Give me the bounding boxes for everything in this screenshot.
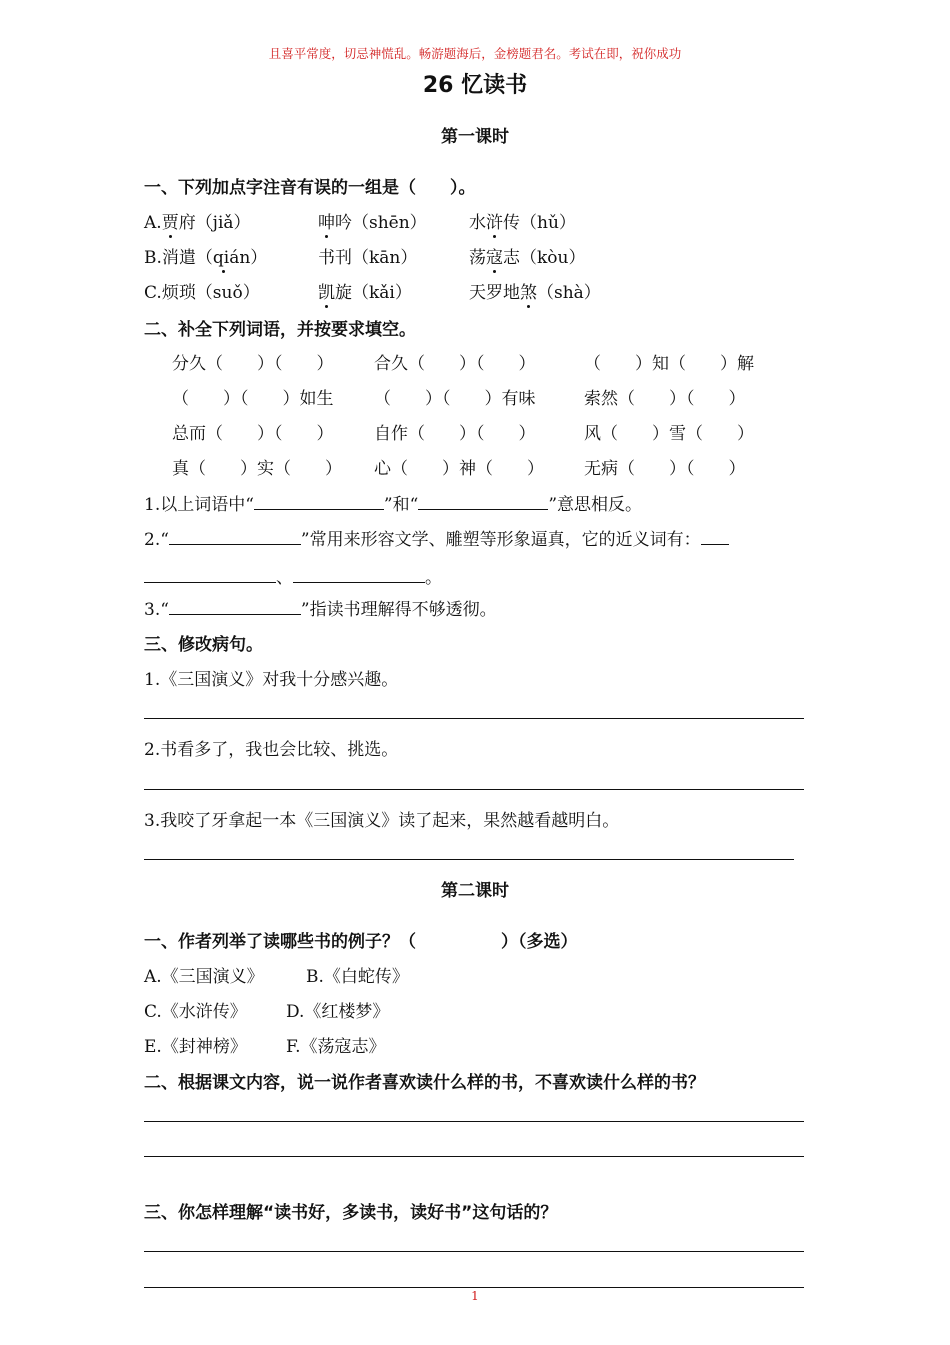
idiom-blank: 总而（ ）（ ） — [172, 424, 334, 444]
answer-blank[interactable] — [169, 598, 301, 615]
answer-line[interactable] — [144, 1121, 804, 1122]
l1-q2-sub2-cont: 、 。 — [144, 563, 442, 588]
book-option: D.《红楼梦》 — [286, 1002, 390, 1022]
idiom-blank: 合久（ ）（ ） — [374, 354, 536, 374]
l2-q2-title: 二、根据课文内容，说一说作者喜欢读什么样的书，不喜欢读什么样的书？ — [144, 1073, 705, 1093]
l1-q2-sub2: 2.“ ”常用来形容文学、雕塑等形象逼真，它的近义词有： — [144, 525, 729, 550]
answer-line[interactable] — [144, 1251, 804, 1252]
idiom-blank: 风（ ）雪（ ） — [584, 424, 754, 444]
idiom-blank: 索然（ ）（ ） — [584, 389, 746, 409]
l1-q2-sub1: 1.以上词语中“ ”和“ ”意思相反。 — [144, 495, 643, 515]
l1-q2-sub3: 3.“ ”指读书理解得不够透彻。 — [144, 600, 497, 620]
lesson1-heading: 第一课时 — [441, 127, 509, 147]
l1-q1-option: 荡寇志（kòu） — [469, 243, 586, 268]
book-option: E.《封神榜》 — [144, 1037, 247, 1057]
l1-q1-option: C.烦琐（suǒ） — [144, 283, 260, 303]
answer-line[interactable] — [144, 859, 794, 860]
answer-line[interactable] — [144, 718, 804, 719]
l2-q3-title: 三、你怎样理解“读书好，多读书，读好书”这句话的？ — [144, 1203, 558, 1223]
lesson2-heading: 第二课时 — [441, 881, 509, 901]
book-option: F.《荡寇志》 — [286, 1037, 386, 1057]
page-number: 1 — [471, 1289, 479, 1303]
l1-q1-option: 水浒传（hǔ） — [469, 208, 576, 233]
l1-q1-option: 凯旋（kǎi） — [318, 278, 412, 303]
l1-q1-option: B.消遣（qián） — [144, 243, 267, 268]
sentence-item: 1.《三国演义》对我十分感兴趣。 — [144, 670, 399, 690]
answer-line[interactable] — [144, 1156, 804, 1157]
idiom-blank: （ ）（ ）如生 — [172, 389, 334, 409]
l1-q1-option: 天罗地煞（shà） — [469, 278, 601, 303]
answer-blank[interactable] — [144, 566, 276, 583]
l1-q1-option: 呻吟（shēn） — [318, 208, 427, 233]
l1-q2-title: 二、补全下列词语，并按要求填空。 — [144, 320, 416, 340]
sentence-item: 2.书看多了，我也会比较、挑选。 — [144, 740, 399, 760]
answer-blank[interactable] — [418, 493, 548, 510]
answer-blank[interactable] — [293, 566, 425, 583]
idiom-blank: 自作（ ）（ ） — [374, 424, 536, 444]
sentence-item: 3.我咬了牙拿起一本《三国演义》读了起来，果然越看越明白。 — [144, 811, 620, 831]
book-option: B.《白蛇传》 — [306, 967, 409, 987]
answer-blank[interactable] — [169, 528, 301, 545]
answer-blank[interactable] — [254, 493, 384, 510]
idiom-blank: （ ）（ ）有味 — [374, 389, 536, 409]
page-title: 26 忆读书 — [422, 73, 528, 98]
l1-q1-option: A.贾府（jiǎ） — [144, 208, 251, 233]
answer-line[interactable] — [144, 1287, 804, 1288]
l1-q1-option: 书刊（kān） — [318, 248, 418, 268]
header-note: 且喜平常度，切忌神慌乱。畅游题海后，金榜题君名。考试在即，祝你成功 — [268, 46, 682, 61]
idiom-blank: 无病（ ）（ ） — [584, 459, 746, 479]
idiom-blank: 真（ ）实（ ） — [172, 459, 342, 479]
answer-line[interactable] — [144, 789, 804, 790]
l2-q1-title: 一、作者列举了读哪些书的例子？（ ）（多选） — [144, 932, 578, 952]
l1-q3-title: 三、修改病句。 — [144, 635, 263, 655]
idiom-blank: （ ）知（ ）解 — [584, 354, 754, 374]
idiom-blank: 心（ ）神（ ） — [374, 459, 544, 479]
book-option: C.《水浒传》 — [144, 1002, 247, 1022]
answer-blank[interactable] — [701, 528, 729, 545]
book-option: A.《三国演义》 — [144, 967, 264, 987]
idiom-blank: 分久（ ）（ ） — [172, 354, 334, 374]
l1-q1-title: 一、下列加点字注音有误的一组是（ ）。 — [144, 178, 476, 198]
